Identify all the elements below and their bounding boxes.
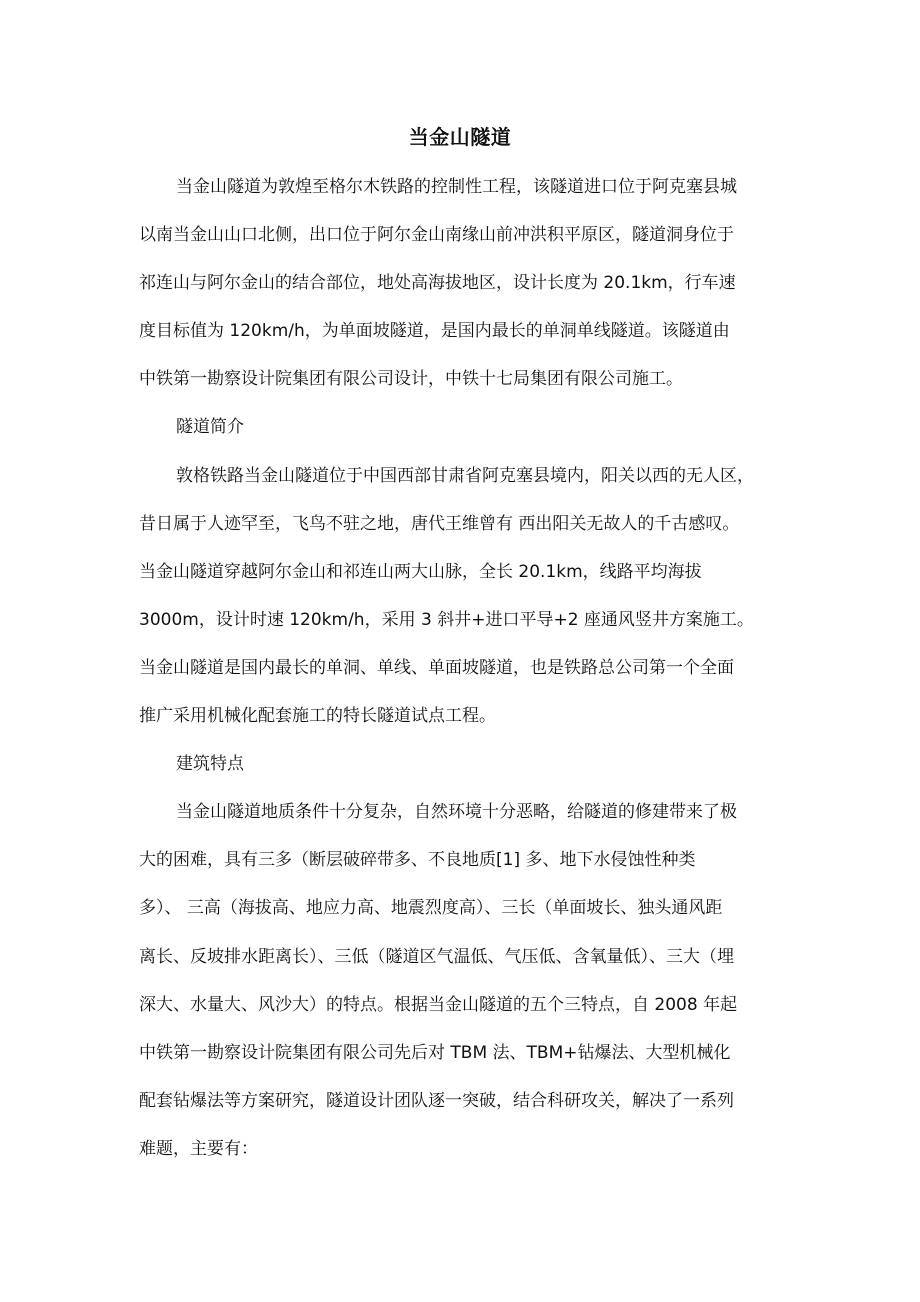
body-text-line: 中铁第一勘察设计院集团有限公司设计，中铁十七局集团有限公司施工。 [139, 369, 683, 390]
body-text-line: 推广采用机械化配套施工的特长隧道试点工程。 [139, 706, 496, 727]
body-text-line: 配套钻爆法等方案研究，隧道设计团队逐一突破，结合科研攻关，解决了一系列 [139, 1090, 734, 1111]
body-text-line: 敦格铁路当金山隧道位于中国西部甘肃省阿克塞县境内，阳关以西的无人区， [176, 465, 754, 486]
body-text-line: 当金山隧道是国内最长的单洞、单线、单面坡隧道，也是铁路总公司第一个全面 [139, 657, 734, 678]
body-text-line: 当金山隧道为敦煌至格尔木铁路的控制性工程，该隧道进口位于阿克塞县城 [176, 177, 737, 197]
body-text-line: 多）、 三高（海拔高、地应力高、地震烈度高）、三长（单面坡长、独头通风距 [139, 898, 723, 919]
body-text-line: 当金山隧道地质条件十分复杂，自然环境十分恶略，给隧道的修建带来了极 [176, 802, 737, 823]
document-title: 当金山隧道 [408, 125, 512, 149]
body-text-line: 难题，主要有： [139, 1138, 258, 1159]
body-text-line: 大的困难，具有三多（断层破碎带多、不良地质[1] 多、地下水侵蚀性种类 [139, 850, 696, 871]
body-text-line: 昔日属于人迹罕至，飞鸟不驻之地，唐代王维曾有 西出阳关无故人的千古感叹。 [139, 513, 740, 534]
body-text-line: 离长、反坡排水距离长）、三低（隧道区气温低、气压低、含氧量低）、三大（埋 [139, 946, 734, 967]
body-text-line: 以南当金山山口北侧，出口位于阿尔金山南缘山前冲洪积平原区，隧道洞身位于 [139, 225, 734, 246]
body-text-line: 当金山隧道穿越阿尔金山和祁连山两大山脉，全长 20.1km，线路平均海拔 [139, 561, 702, 582]
body-text-line: 祁连山与阿尔金山的结合部位，地处高海拔地区，设计长度为 20.1km，行车速 [139, 273, 736, 294]
body-text-line: 深大、水量大、风沙大）的特点。根据当金山隧道的五个三特点，自 2008 年起 [139, 994, 738, 1015]
body-text-line: 建筑特点 [176, 754, 244, 775]
body-text-line: 3000m，设计时速 120km/h，采用 3 斜井+进口平导+2 座通风竖井方案施工。 [139, 609, 754, 630]
body-text-line: 中铁第一勘察设计院集团有限公司先后对 TBM 法、TBM+钻爆法、大型机械化 [139, 1042, 731, 1063]
body-text-line: 度目标值为 120km/h，为单面坡隧道，是国内最长的单洞单线隧道。该隧道由 [139, 321, 730, 342]
document-body [139, 163, 807, 1173]
body-text-line: 隧道简介 [176, 417, 244, 438]
